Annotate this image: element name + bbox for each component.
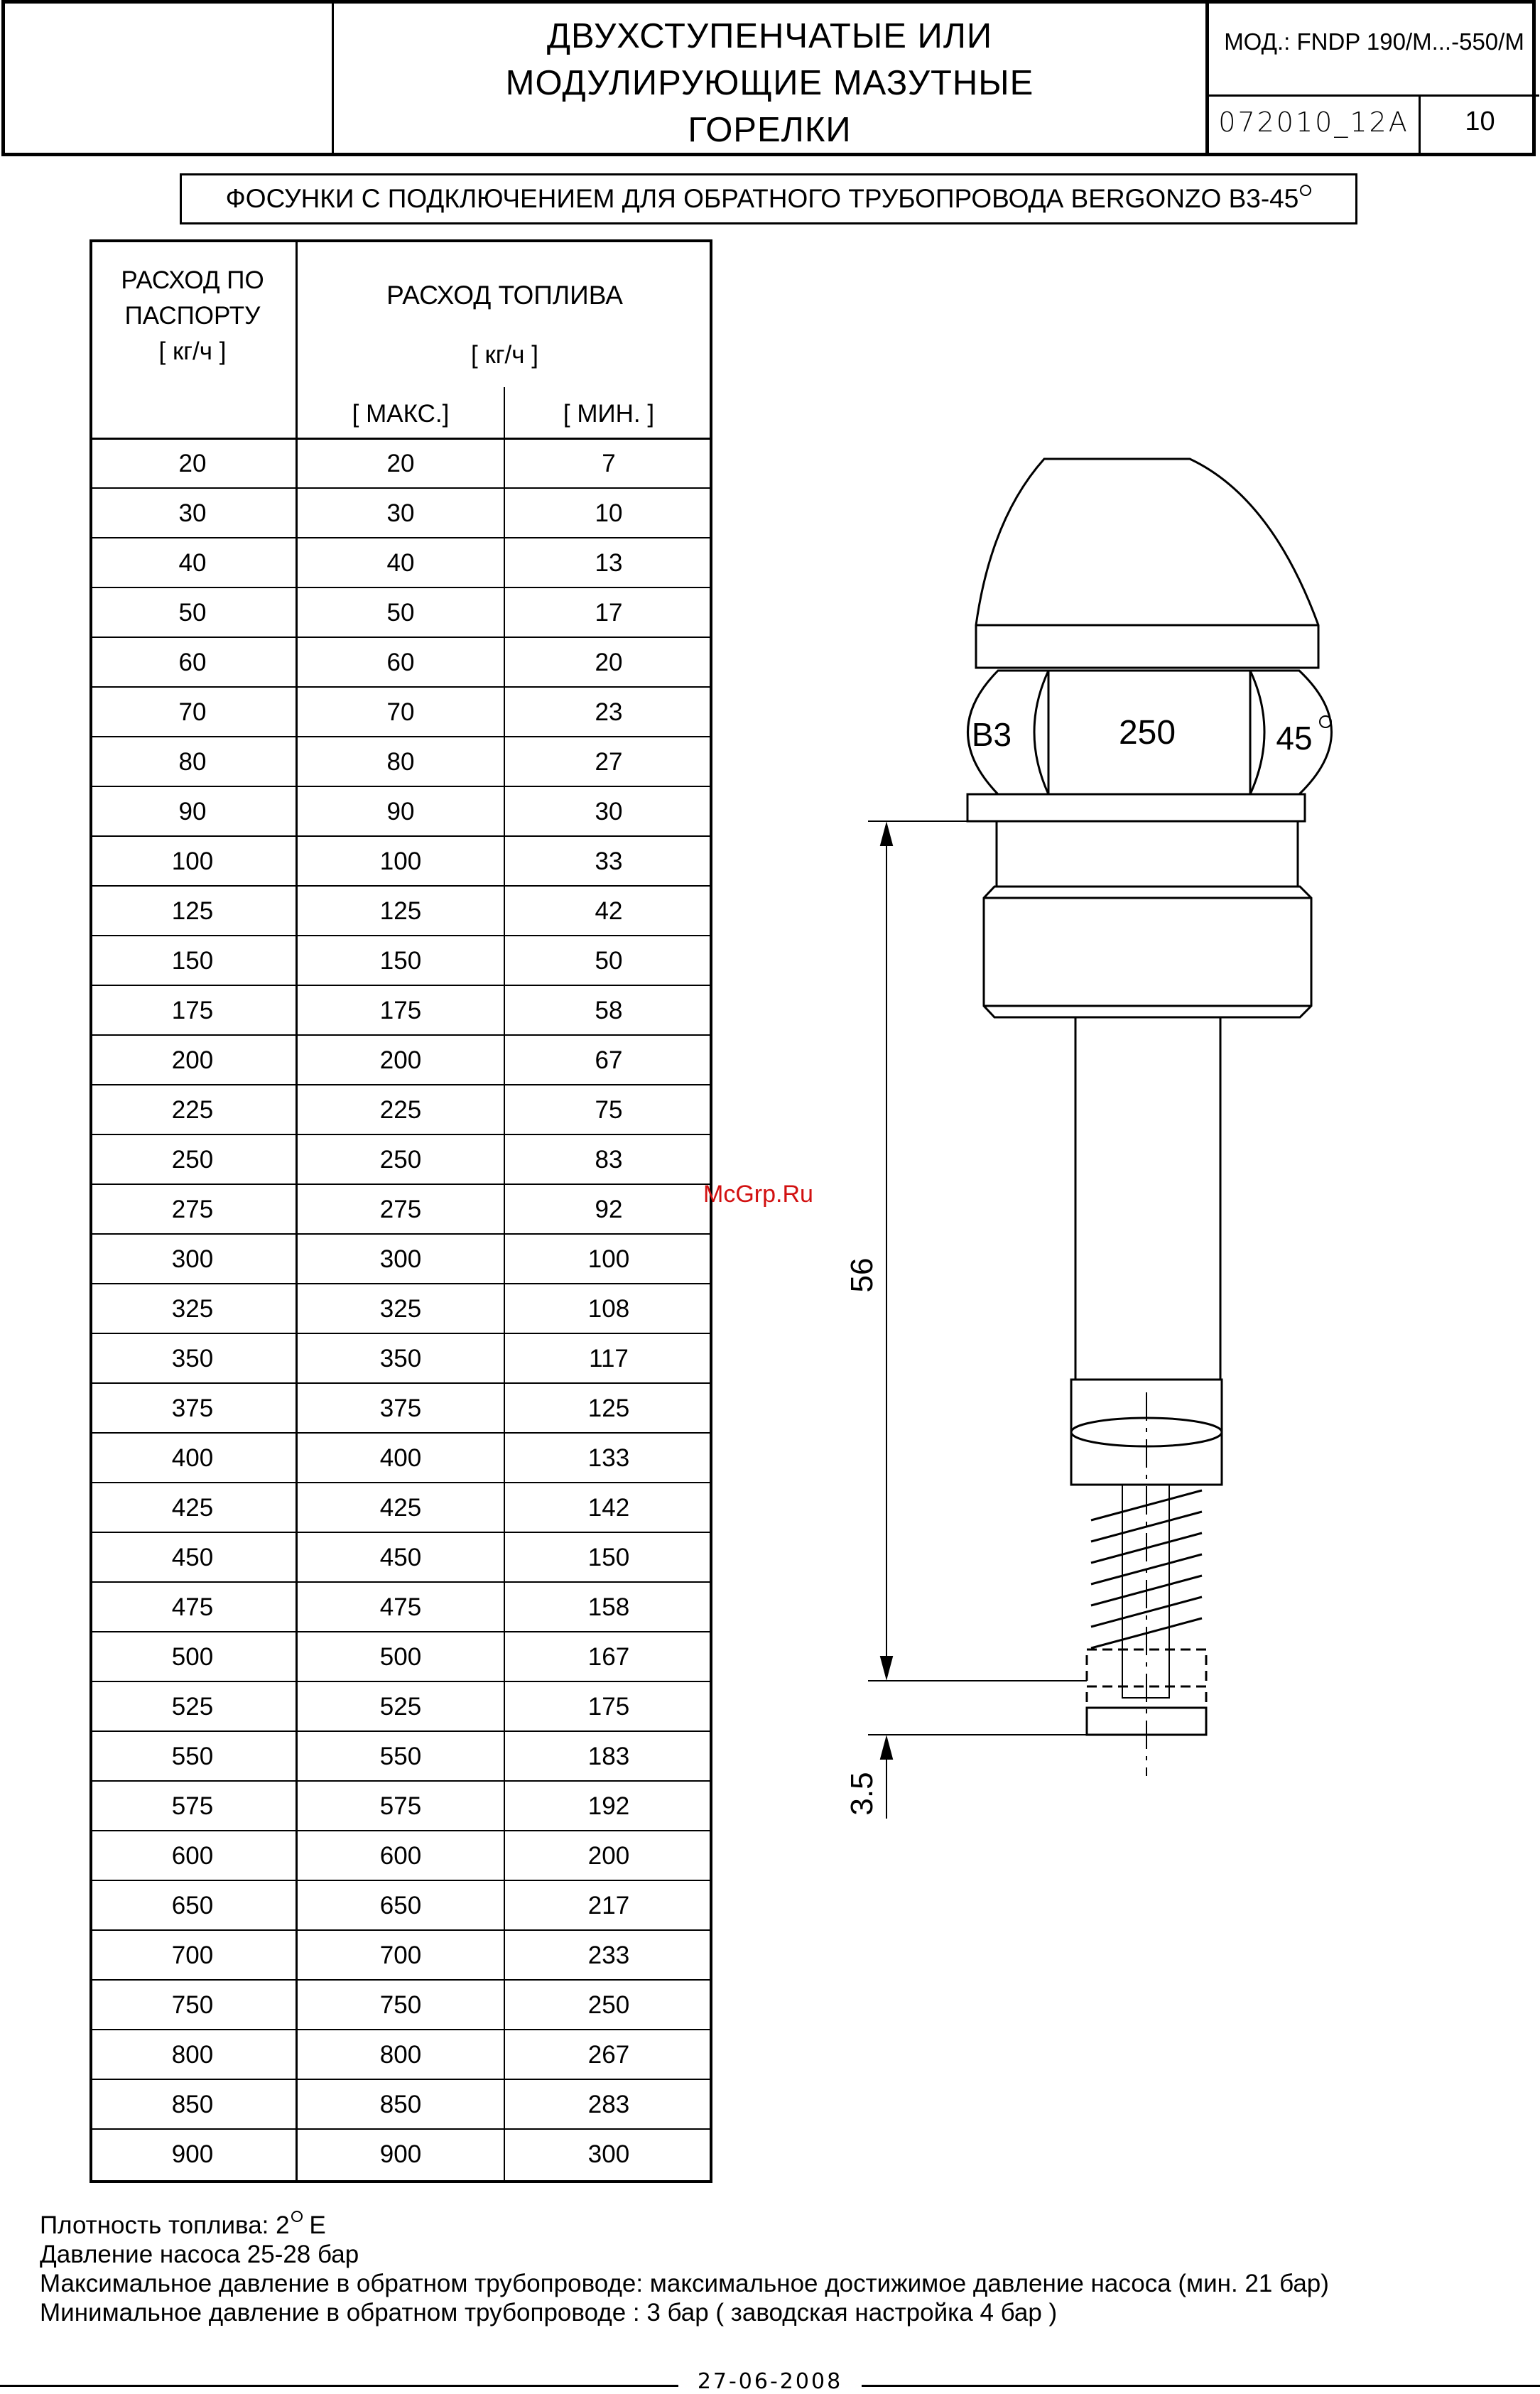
table-row <box>90 1185 712 1235</box>
table-row <box>90 1931 712 1981</box>
nominal-flow-cell: 80 <box>178 748 207 776</box>
min-flow-cell: 7 <box>602 450 616 477</box>
nominal-flow-cell: 500 <box>171 1643 214 1671</box>
header-line: РАСХОД ПО <box>121 266 264 294</box>
table-row <box>90 1881 712 1931</box>
nominal-flow-cell: 400 <box>171 1444 214 1472</box>
min-flow-cell: 142 <box>587 1494 630 1522</box>
table-row <box>90 1981 712 2030</box>
table-row <box>90 1434 712 1483</box>
document-title <box>334 13 1205 153</box>
nominal-flow-cell: 100 <box>171 847 214 875</box>
nominal-flow-cell: 550 <box>171 1743 214 1770</box>
max-flow-cell: 70 <box>386 698 415 726</box>
max-flow-cell: 700 <box>379 1941 422 1969</box>
nominal-flow-cell: 900 <box>171 2140 214 2168</box>
nominal-flow-cell: 30 <box>178 499 207 527</box>
max-flow-cell: 80 <box>386 748 415 776</box>
min-flow-cell: 13 <box>595 549 623 577</box>
table-row <box>90 1533 712 1583</box>
nominal-flow-cell: 375 <box>171 1394 214 1422</box>
section-subtitle <box>180 173 1357 224</box>
table-row <box>90 1384 712 1434</box>
notes <box>40 2211 1329 2327</box>
table-row <box>90 1284 712 1334</box>
min-flow-cell: 192 <box>587 1792 630 1820</box>
footer-date: 27-06-2008 <box>678 2369 862 2394</box>
min-flow-cell: 83 <box>595 1146 623 1174</box>
page-number: 10 <box>1465 107 1495 136</box>
max-flow-cell: 650 <box>379 1892 422 1919</box>
min-flow-cell: 217 <box>587 1892 630 1919</box>
header-min: [ МИН. ] <box>563 400 655 428</box>
min-flow-cell: 10 <box>595 499 623 527</box>
max-flow-cell: 60 <box>386 649 415 676</box>
title-line: МОДУЛИРУЮЩИЕ МАЗУТНЫЕ <box>505 64 1034 102</box>
header-nominal-flow <box>90 263 295 369</box>
watermark: McGrp.Ru <box>703 1181 813 1208</box>
table-row <box>90 1235 712 1284</box>
min-flow-cell: 30 <box>595 798 623 825</box>
max-flow-cell: 90 <box>386 798 415 825</box>
min-flow-cell: 67 <box>595 1046 623 1074</box>
max-flow-cell: 40 <box>386 549 415 577</box>
min-flow-cell: 75 <box>595 1096 623 1124</box>
max-flow-cell: 525 <box>379 1693 422 1721</box>
title-line: ДВУХСТУПЕНЧАТЫЕ ИЛИ <box>546 17 993 55</box>
nominal-flow-cell: 475 <box>171 1593 214 1621</box>
min-flow-cell: 167 <box>587 1643 630 1671</box>
min-flow-cell: 50 <box>595 947 623 975</box>
note-line: Минимальное давление в обратном трубопроводе : 3 бар ( заводская настройка 4 бар ) <box>40 2299 1058 2327</box>
max-flow-cell: 200 <box>379 1046 422 1074</box>
max-flow-cell: 100 <box>379 847 422 875</box>
min-flow-cell: 23 <box>595 698 623 726</box>
note-line: Максимальное давление в обратном трубопроводе: максимальное достижимое давление насоса (мин. 21 бар) <box>40 2270 1329 2297</box>
header-line: ПАСПОРТУ <box>124 302 261 330</box>
density-label: Плотность топлива: 2 <box>40 2211 290 2239</box>
table-row <box>90 737 712 787</box>
table-row <box>90 837 712 887</box>
nominal-flow-cell: 60 <box>178 649 207 676</box>
table-row <box>90 1831 712 1881</box>
table-row <box>90 787 712 837</box>
nominal-flow-cell: 250 <box>171 1146 214 1174</box>
nominal-flow-cell: 175 <box>171 997 214 1024</box>
min-flow-cell: 283 <box>587 2091 630 2118</box>
document-code: 072010_12A <box>1218 107 1409 138</box>
max-flow-cell: 550 <box>379 1743 422 1770</box>
nominal-flow-cell: 70 <box>178 698 207 726</box>
max-flow-cell: 750 <box>379 1991 422 2019</box>
nominal-flow-cell: 225 <box>171 1096 214 1124</box>
nominal-flow-cell: 600 <box>171 1842 214 1870</box>
max-flow-cell: 900 <box>379 2140 422 2168</box>
nominal-flow-cell: 575 <box>171 1792 214 1820</box>
hex-left-label: B3 <box>971 716 1012 753</box>
min-flow-cell: 175 <box>587 1693 630 1721</box>
nominal-flow-cell: 750 <box>171 1991 214 2019</box>
nominal-flow-cell: 350 <box>171 1345 214 1372</box>
table-row <box>90 1334 712 1384</box>
max-flow-cell: 575 <box>379 1792 422 1820</box>
table-row <box>90 2030 712 2080</box>
table-row <box>90 1632 712 1682</box>
table-row <box>90 538 712 588</box>
note-line: Давление насоса 25-28 бар <box>40 2241 359 2268</box>
note-density <box>40 2211 1329 2240</box>
table-row <box>90 1135 712 1185</box>
max-flow-cell: 150 <box>379 947 422 975</box>
nominal-flow-cell: 325 <box>171 1295 214 1323</box>
min-flow-cell: 250 <box>587 1991 630 2019</box>
min-flow-cell: 125 <box>587 1394 630 1422</box>
max-flow-cell: 225 <box>379 1096 422 1124</box>
nominal-flow-cell: 275 <box>171 1196 214 1223</box>
table-row <box>90 1085 712 1135</box>
max-flow-cell: 325 <box>379 1295 422 1323</box>
degree-icon <box>291 2211 303 2222</box>
hex-center-label: 250 <box>1118 714 1176 752</box>
header-fuel-flow: РАСХОД ТОПЛИВА <box>386 281 623 310</box>
table-row <box>90 588 712 638</box>
max-flow-cell: 175 <box>379 997 422 1024</box>
min-flow-cell: 33 <box>595 847 623 875</box>
model-label: МОД.: FNDP 190/M...-550/M <box>1224 28 1524 55</box>
max-flow-cell: 300 <box>379 1245 422 1273</box>
max-flow-cell: 475 <box>379 1593 422 1621</box>
dimension-3-5: 3.5 <box>845 1772 879 1816</box>
nominal-flow-cell: 450 <box>171 1544 214 1571</box>
nominal-flow-cell: 850 <box>171 2091 214 2118</box>
min-flow-cell: 42 <box>595 897 623 925</box>
min-flow-cell: 20 <box>595 649 623 676</box>
table-row <box>90 2130 712 2179</box>
min-flow-cell: 117 <box>589 1345 629 1372</box>
min-flow-cell: 108 <box>587 1295 630 1323</box>
max-flow-cell: 400 <box>379 1444 422 1472</box>
table-row <box>90 1583 712 1632</box>
table-row <box>90 489 712 538</box>
dimension-56: 56 <box>845 1257 879 1293</box>
degree-icon <box>1300 185 1311 196</box>
nominal-flow-cell: 300 <box>171 1245 214 1273</box>
min-flow-cell: 100 <box>587 1245 630 1273</box>
density-unit: E <box>302 2211 326 2239</box>
table-row <box>90 887 712 936</box>
subtitle-text: ФОСУНКИ С ПОДКЛЮЧЕНИЕМ ДЛЯ ОБРАТНОГО ТРУБОПРОВОДА BERGONZO B3-45 <box>225 184 1299 213</box>
min-flow-cell: 233 <box>587 1941 630 1969</box>
table-row <box>90 638 712 688</box>
table-row <box>90 688 712 737</box>
table-row <box>90 1732 712 1782</box>
max-flow-cell: 125 <box>379 897 422 925</box>
max-flow-cell: 850 <box>379 2091 422 2118</box>
max-flow-cell: 275 <box>379 1196 422 1223</box>
max-flow-cell: 30 <box>386 499 415 527</box>
nominal-flow-cell: 425 <box>171 1494 214 1522</box>
max-flow-cell: 250 <box>379 1146 422 1174</box>
nominal-flow-cell: 20 <box>178 450 207 477</box>
nozzle-drawing <box>781 426 1540 1847</box>
hex-right-label: 45 <box>1276 720 1313 757</box>
header-line: [ кг/ч ] <box>158 337 227 365</box>
table-row <box>90 2080 712 2130</box>
table-row <box>90 1782 712 1831</box>
max-flow-cell: 350 <box>379 1345 422 1372</box>
nominal-flow-cell: 40 <box>178 549 207 577</box>
min-flow-cell: 300 <box>587 2140 630 2168</box>
table-row <box>90 1036 712 1085</box>
min-flow-cell: 200 <box>587 1842 630 1870</box>
nominal-flow-cell: 150 <box>171 947 214 975</box>
table-row <box>90 439 712 489</box>
min-flow-cell: 17 <box>595 599 623 627</box>
min-flow-cell: 150 <box>587 1544 630 1571</box>
nominal-flow-cell: 90 <box>178 798 207 825</box>
title-line: ГОРЕЛКИ <box>688 111 852 149</box>
min-flow-cell: 267 <box>587 2041 630 2069</box>
table-row <box>90 1483 712 1533</box>
max-flow-cell: 375 <box>379 1394 422 1422</box>
max-flow-cell: 20 <box>386 450 415 477</box>
table-row <box>90 1682 712 1732</box>
min-flow-cell: 58 <box>595 997 623 1024</box>
degree-icon <box>1320 716 1331 727</box>
nominal-flow-cell: 700 <box>171 1941 214 1969</box>
nominal-flow-cell: 650 <box>171 1892 214 1919</box>
header-max: [ МАКС.] <box>352 400 450 428</box>
nominal-flow-cell: 125 <box>171 897 214 925</box>
max-flow-cell: 450 <box>379 1544 422 1571</box>
max-flow-cell: 425 <box>379 1494 422 1522</box>
table-row <box>90 986 712 1036</box>
min-flow-cell: 183 <box>587 1743 630 1770</box>
max-flow-cell: 600 <box>379 1842 422 1870</box>
title-block-divider <box>1205 94 1539 97</box>
nominal-flow-cell: 525 <box>171 1693 214 1721</box>
min-flow-cell: 92 <box>595 1196 623 1223</box>
max-flow-cell: 500 <box>379 1643 422 1671</box>
header-fuel-flow-unit: [ кг/ч ] <box>471 341 538 369</box>
max-flow-cell: 800 <box>379 2041 422 2069</box>
nominal-flow-cell: 200 <box>171 1046 214 1074</box>
min-flow-cell: 133 <box>587 1444 630 1472</box>
min-flow-cell: 158 <box>587 1593 630 1621</box>
min-flow-cell: 27 <box>595 748 623 776</box>
nominal-flow-cell: 800 <box>171 2041 214 2069</box>
max-flow-cell: 50 <box>386 599 415 627</box>
nominal-flow-cell: 50 <box>178 599 207 627</box>
table-row <box>90 936 712 986</box>
